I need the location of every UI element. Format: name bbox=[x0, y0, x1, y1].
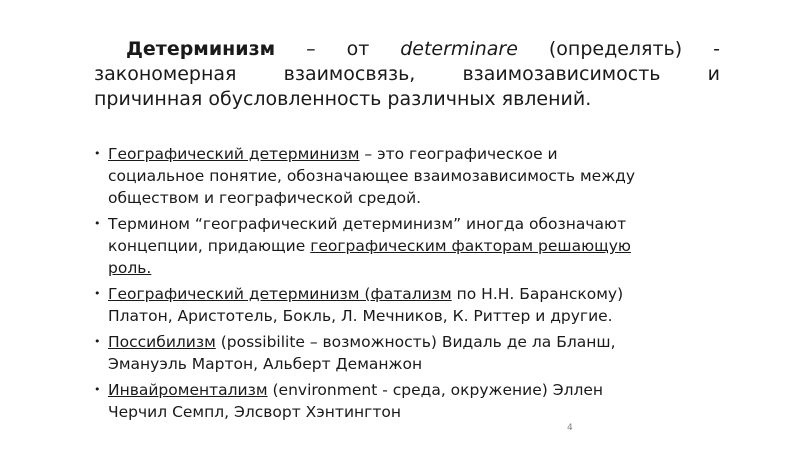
bullet-icon: • bbox=[94, 383, 101, 396]
bullet-icon: • bbox=[94, 147, 101, 160]
bullet-text: (possibilite – возможность) Видаль де ла Бланш, bbox=[215, 333, 616, 351]
intro-word: и bbox=[707, 63, 720, 85]
intro-line-1 bbox=[94, 37, 720, 62]
term-link[interactable]: Поссибилизм bbox=[108, 333, 216, 351]
intro-word: от bbox=[346, 38, 370, 60]
bullet-icon: • bbox=[94, 287, 101, 300]
intro-line-2 bbox=[94, 62, 720, 87]
bullet-term-usage bbox=[94, 213, 714, 279]
bullet-text: Термином “географический детерминизм” иногда обозначают bbox=[108, 215, 627, 233]
page-number: 4 bbox=[567, 423, 573, 433]
bullet-geographic-determinism bbox=[94, 143, 714, 209]
term-link[interactable]: фатализм bbox=[370, 285, 452, 303]
intro-word: взаимозависимость bbox=[462, 63, 661, 85]
bullet-text: Эмануэль Мартон, Альберт Деманжон bbox=[108, 355, 423, 373]
intro-word: – bbox=[306, 38, 316, 60]
intro-word: - bbox=[713, 38, 720, 60]
intro-word: взаимосвязь, bbox=[283, 63, 416, 85]
latin-term: determinare bbox=[400, 38, 518, 60]
bullet-environmentalism bbox=[94, 379, 714, 423]
intro-word: (определять) bbox=[548, 38, 683, 60]
bullet-text: ( bbox=[359, 285, 371, 303]
term-link[interactable]: Географический детерминизм bbox=[108, 145, 360, 163]
term-link[interactable]: Инвайроментализм bbox=[108, 381, 268, 399]
bullet-fatalism bbox=[94, 283, 714, 327]
bullet-text: обществом и географической средой. bbox=[108, 189, 422, 207]
bullet-text: концепции, придающие bbox=[108, 237, 311, 255]
determinism-term: Детерминизм bbox=[126, 38, 276, 60]
bullet-list bbox=[94, 143, 714, 427]
bullet-icon: • bbox=[94, 335, 101, 348]
term-link[interactable]: Географический детерминизм bbox=[108, 285, 360, 303]
bullet-icon: • bbox=[94, 217, 101, 230]
term-link[interactable]: роль. bbox=[108, 259, 152, 277]
term-link[interactable]: географическим факторам решающую bbox=[310, 237, 631, 255]
bullet-text: социальное понятие, обозначающее взаимозависимость между bbox=[108, 167, 636, 185]
bullet-text: Черчил Семпл, Элсворт Хэнтингтон bbox=[108, 403, 401, 421]
bullet-text: Платон, Аристотель, Бокль, Л. Мечников, К. Риттер и другие. bbox=[108, 307, 613, 325]
intro-definition bbox=[94, 37, 720, 112]
bullet-possibilism bbox=[94, 331, 714, 375]
bullet-text: по Н.Н. Баранскому) bbox=[451, 285, 624, 303]
bullet-text: (environment - среда, окружение) Эллен bbox=[267, 381, 604, 399]
intro-word: закономерная bbox=[94, 63, 237, 85]
bullet-text: – это географическое и bbox=[359, 145, 558, 163]
intro-line-3: причинная обусловленность различных явлений. bbox=[94, 88, 592, 110]
